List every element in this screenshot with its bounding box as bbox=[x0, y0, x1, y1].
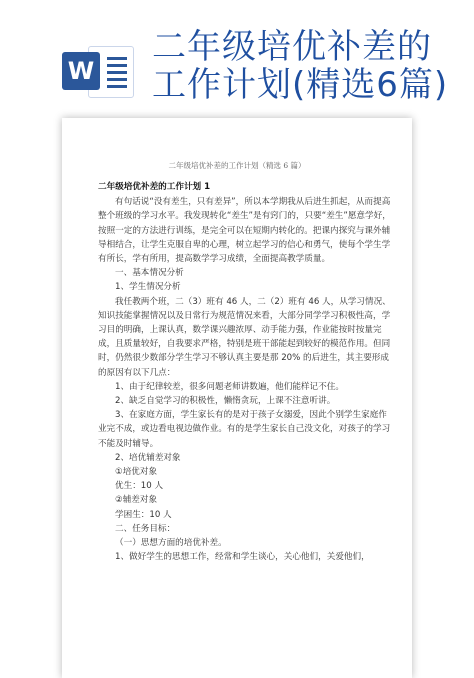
list-item: ①培优对象 bbox=[115, 467, 158, 478]
word-document-icon bbox=[62, 40, 132, 98]
list-item: 2、缺乏自觉学习的积极性，懒惰贪玩，上课不注意听讲。 bbox=[115, 396, 336, 407]
banner-title-line-1: 二年级培优补差的 bbox=[152, 27, 432, 67]
text-line-icon bbox=[107, 57, 127, 60]
paragraph: 我任教两个班，二（3）班有 46 人，二（2）班有 46 人，从学习情况、知识技能掌握情况以及日常行为规范情况来看，大部分同学学习积极性高，学习目的明确，上课认真，数学课兴趣浓厚、动手能力强，作业能按时按量完成，且质量较好，自我要求严格，特别是班干部能起到较好的模范作用。但同时，仍然很少数部分学生学习不够认真主要是那 20% 的后进生，其主要形成的原因有以下几点： bbox=[98, 296, 391, 378]
list-item: 优生：10 人 bbox=[115, 481, 164, 492]
paragraph: 有句话说“没有差生，只有差异”，所以本学期我从后进生抓起，从而提高整个班级的学习水平。我发现转化“差生”是有窍门的，只要“差生”愿意学好，按照一定的方法进行训练，是完全可以在短期内转化的。把课内探究与课外辅导相结合，让学生克服自卑的心理，树立起学习的信心和勇气，使每个学生学有所长，学有所用，提高数学学习成绩，全面提高教学质量。 bbox=[98, 197, 391, 265]
document-page bbox=[62, 118, 412, 678]
word-logo-badge: W bbox=[62, 52, 100, 90]
text-line-icon bbox=[107, 71, 127, 74]
section-heading: 一、基本情况分析 bbox=[115, 268, 184, 279]
text-line-icon bbox=[107, 78, 127, 81]
subsection-heading: 2、培优辅差对象 bbox=[115, 452, 181, 463]
document-heading: 二年级培优补差的工作计划 1 bbox=[98, 182, 211, 192]
banner-title-line-2: 工作计划(精选6篇) bbox=[152, 65, 449, 105]
banner bbox=[0, 0, 474, 120]
section-heading: 二、任务目标： bbox=[115, 523, 176, 534]
subsection-heading: 1、学生情况分析 bbox=[115, 282, 181, 293]
text-line-icon bbox=[107, 64, 127, 67]
banner-title bbox=[152, 28, 452, 104]
list-item: ②辅差对象 bbox=[115, 495, 158, 506]
list-item: 3、在家庭方面，学生家长有的是对于孩子女溺爱，因此个别学生家庭作业完不成，或边看电视边做作业。有的是学生家长自己没文化，对孩子的学习不能及时辅导。 bbox=[98, 410, 391, 449]
paragraph: 1、做好学生的思想工作，经常和学生谈心，关心他们，关爱他们， bbox=[115, 552, 370, 563]
subsection-heading: （一）思想方面的培优补差。 bbox=[115, 538, 227, 549]
running-header: 二年级培优补差的工作计划（精选 6 篇） bbox=[168, 161, 306, 170]
list-item: 学困生：10 人 bbox=[115, 509, 172, 520]
text-line-icon bbox=[107, 85, 127, 88]
list-item: 1、由于纪律较差，很多问题老师讲数遍，他们能样记不住。 bbox=[115, 381, 344, 392]
document-body bbox=[98, 180, 394, 564]
